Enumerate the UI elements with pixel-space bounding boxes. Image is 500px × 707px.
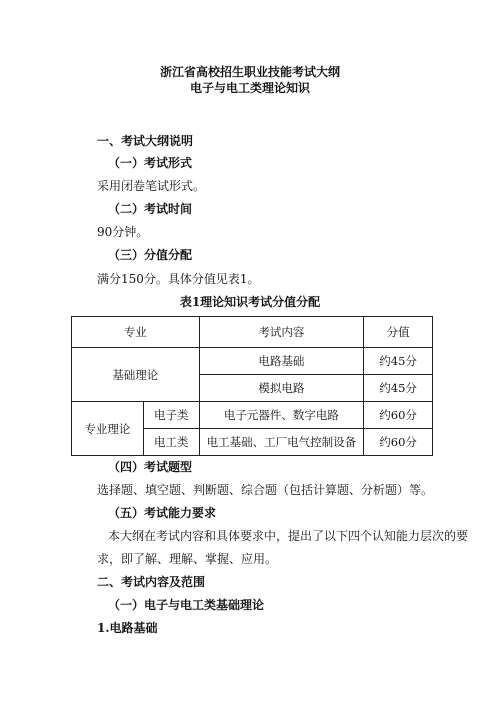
score-table [71,316,433,456]
subsection-heading-score-distribution: （三）分值分配 [108,248,193,262]
table-header-cell: 专业 [72,317,200,348]
item-heading-circuit-basics: 1.电路基础 [97,621,158,635]
table-cell: 约45分 [364,348,433,375]
section-heading-1: 一、考试大纲说明 [97,134,194,148]
table-cell-group: 专业理论 [72,402,144,456]
table-cell: 电工基础、工厂电气控制设备 [199,429,364,456]
subsection-heading-basic-theory: （一）电子与电工类基础理论 [108,598,265,612]
exam-time-text: 90分钟。 [97,225,149,239]
table-header-row [72,317,433,348]
table-header-cell: 分值 [364,317,433,348]
table-row [72,402,433,429]
exam-form-text: 采用闭卷笔试形式。 [97,179,206,193]
ability-requirements-text-line1: 本大纲在考试内容和具体要求中，提出了以下四个认知能力层次的要 [108,529,469,543]
table-header-cell: 考试内容 [199,317,364,348]
subsection-heading-exam-form: （一）考试形式 [108,156,193,170]
table-cell: 模拟电路 [199,375,364,402]
table-row [72,348,433,375]
table-cell: 电路基础 [199,348,364,375]
document-title-line2: 电子与电工类理论知识 [189,81,310,95]
ability-requirements-text-line2: 求，即了解、理解、掌握、应用。 [97,552,278,566]
question-types-text: 选择题、填空题、判断题、综合题（包括计算题、分析题）等。 [97,483,434,497]
table-cell: 约60分 [364,402,433,429]
table-cell: 约45分 [364,375,433,402]
subsection-heading-exam-time: （二）考试时间 [108,202,193,216]
subsection-heading-question-types: （四）考试题型 [108,460,193,474]
table-cell: 电子元器件、数字电路 [199,402,364,429]
table-cell: 约60分 [364,429,433,456]
score-distribution-text: 满分150分。具体分值见表1。 [97,272,260,286]
document-title-line1: 浙江省高校招生职业技能考试大纲 [159,65,340,79]
table-caption: 表1理论知识考试分值分配 [179,295,321,309]
table-cell-subgroup: 电子类 [143,402,199,429]
subsection-heading-ability-requirements: （五）考试能力要求 [108,506,217,520]
table-cell-group: 基础理论 [72,348,200,402]
section-heading-2: 二、考试内容及范围 [97,575,206,589]
table-cell-subgroup: 电工类 [143,429,199,456]
